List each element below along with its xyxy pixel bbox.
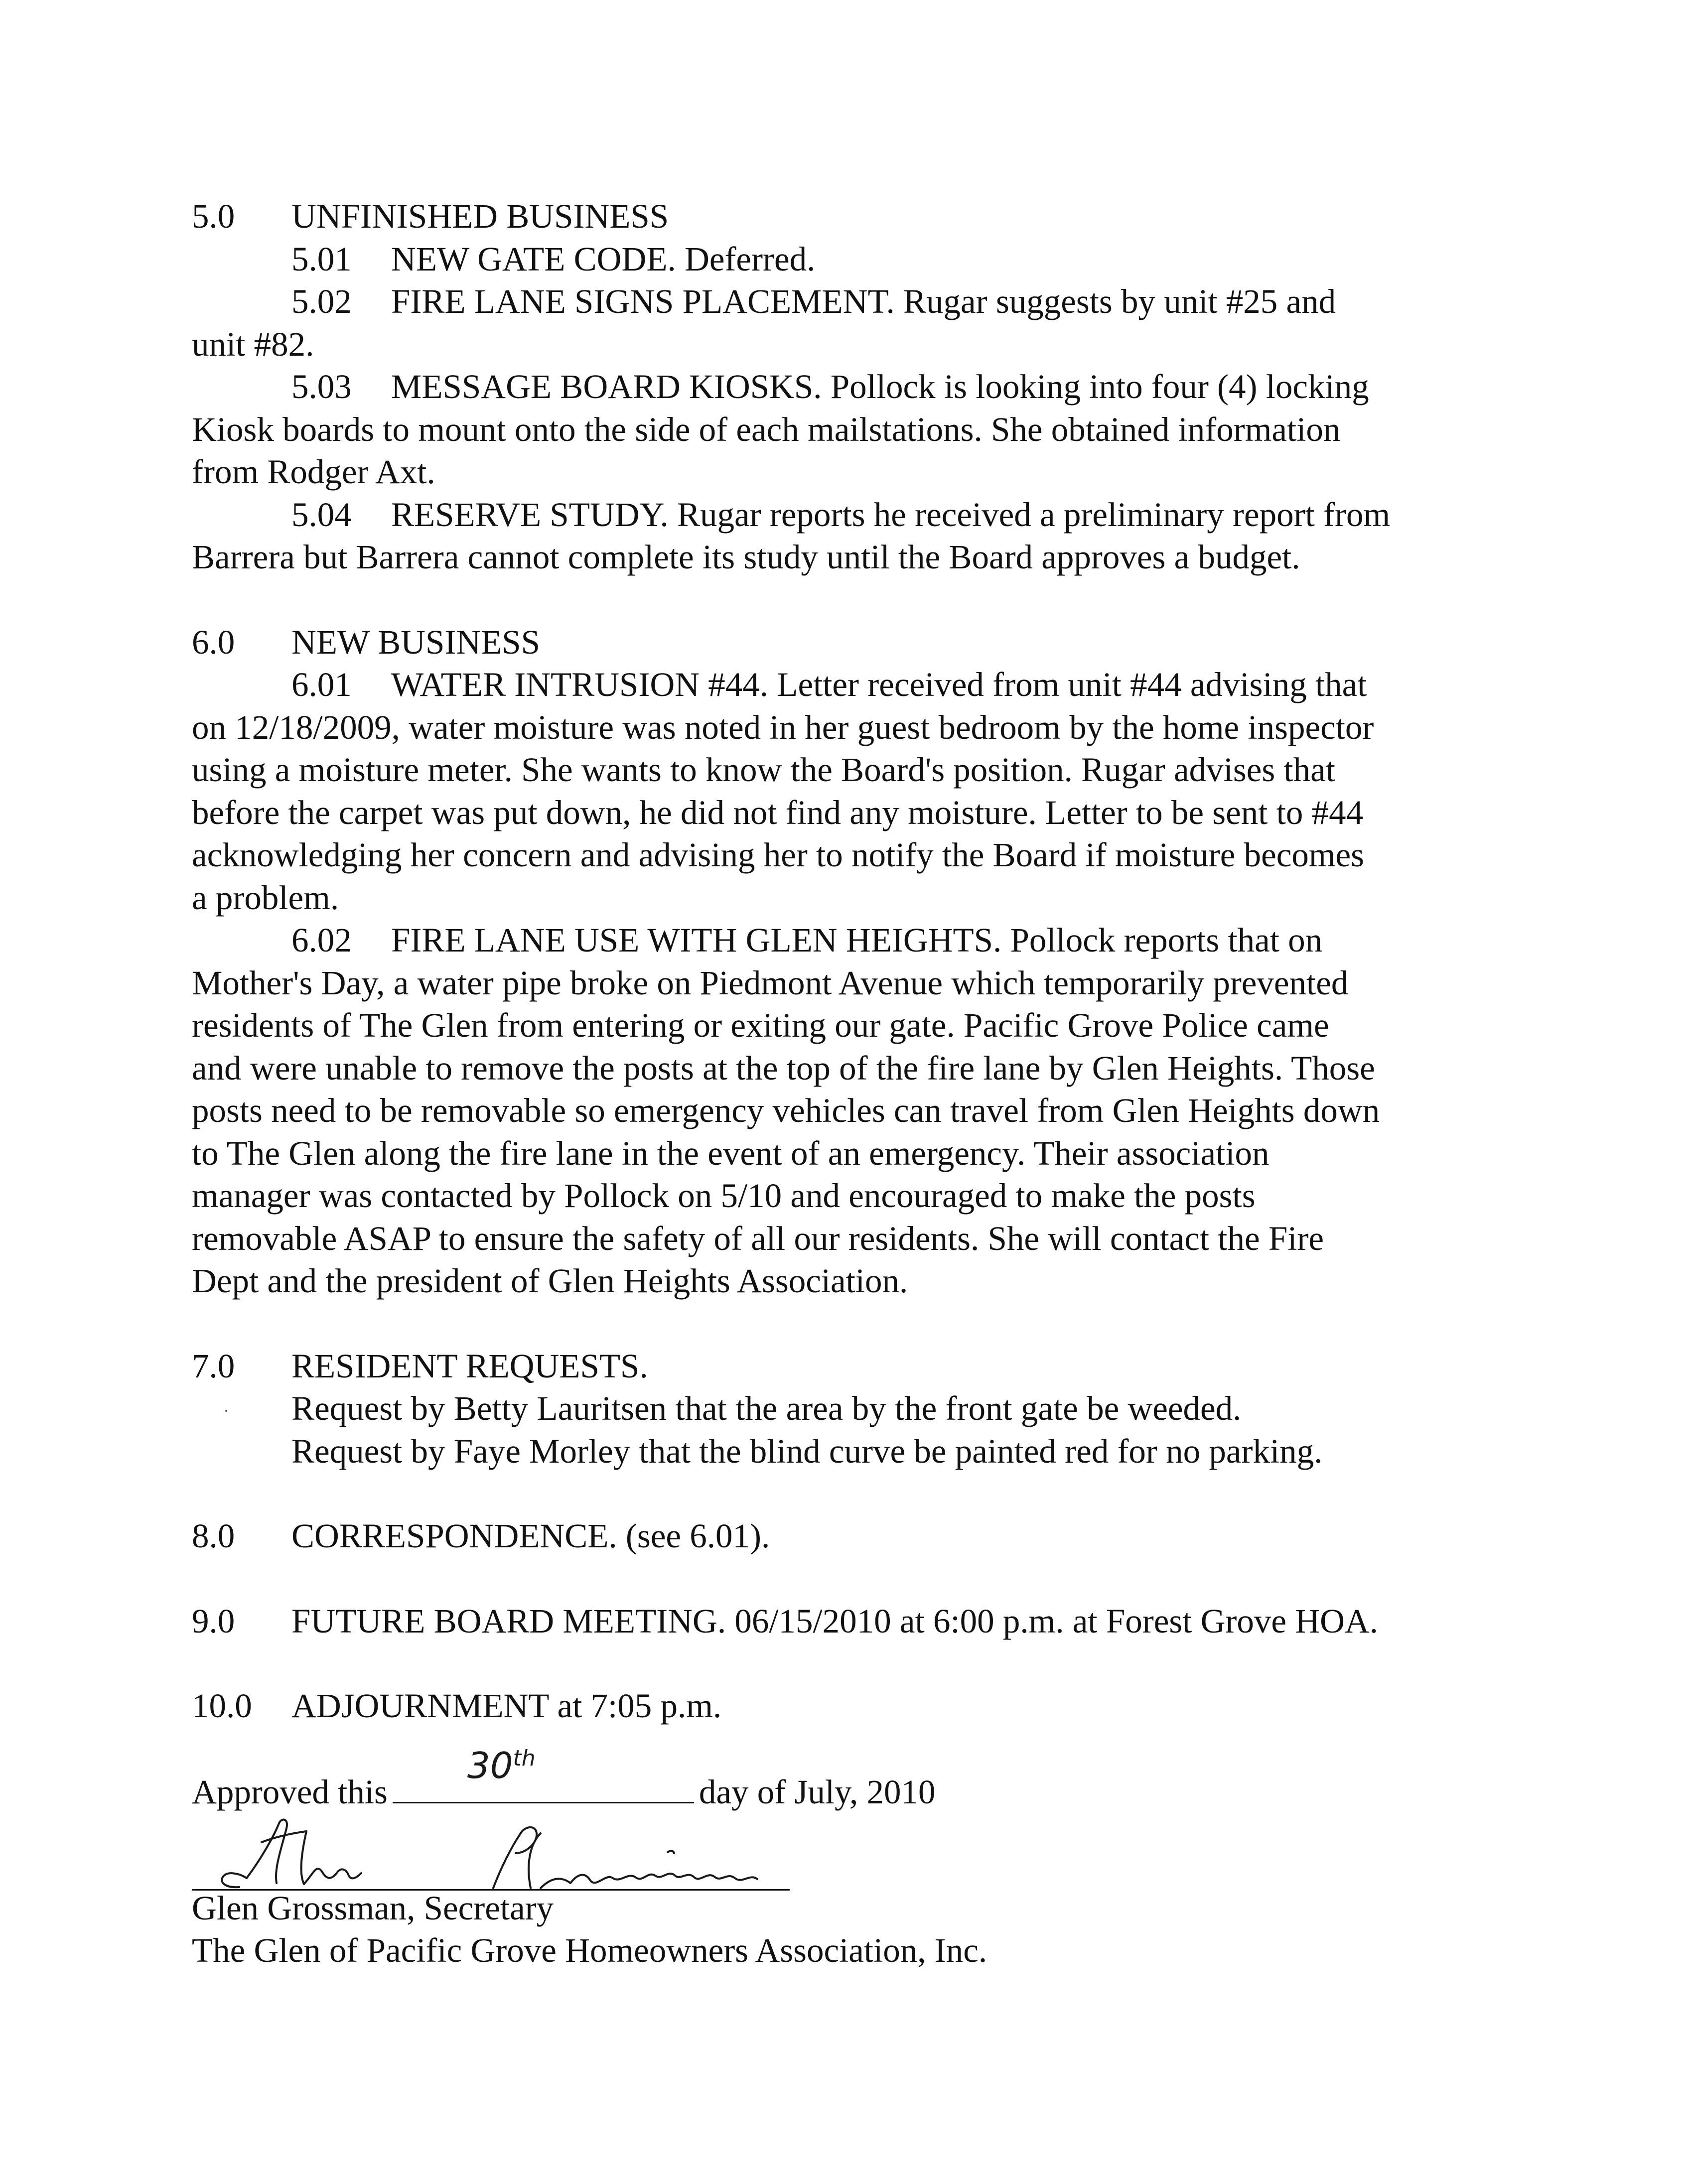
approval-suffix: day of July, 2010 [699,1773,936,1811]
approval-line [192,1745,936,1813]
item-6-01 [192,664,1537,706]
handwritten-day-number: 30 [467,1745,513,1786]
item-5-02 [192,280,1537,323]
item-text-line: FIRE LANE SIGNS PLACEMENT. Rugar suggests by unit #25 and [391,282,1336,320]
item-text: NEW GATE CODE. Deferred. [391,240,816,278]
section-number: 10.0 [192,1687,252,1725]
item-text-line: unit #82. [192,325,314,363]
section-number: 7.0 [192,1347,235,1385]
item-text-line: RESERVE STUDY. Rugar reports he received a preliminary report from [391,495,1391,534]
item-text-line: and were unable to remove the posts at the top of the fire lane by Glen Heights. Those [192,1049,1375,1087]
section-number: 6.0 [192,623,235,661]
item-text-line: Mother's Day, a water pipe broke on Piedmont Avenue which temporarily prevented [192,963,1349,1002]
item-text-line: posts need to be removable so emergency vehicles can travel from Glen Heights down [192,1092,1380,1129]
section-10-adjournment [192,1685,1537,1728]
signer-name-title: Glen Grossman, Secretary [192,1889,554,1927]
section-8-correspondence [192,1515,1537,1558]
item-text-line: using a moisture meter. She wants to know the Board's position. Rugar advises that [192,751,1335,789]
item-5-03 [192,366,1537,409]
approval-date-blank [393,1745,694,1803]
resident-request: Request by Betty Lauritsen that the area by the front gate be weeded. [291,1389,1242,1427]
signer-block [192,1887,987,1972]
item-number: 5.01 [291,240,352,278]
item-text-line: a problem. [192,878,339,917]
approval-prefix: Approved this [192,1773,388,1811]
section-heading [192,1515,1537,1558]
section-heading [192,621,1537,664]
item-text-line: from Rodger Axt. [192,453,435,491]
item-text-line: before the carpet was put down, he did not find any moisture. Letter to be sent to #44 [192,793,1364,831]
item-text-line: manager was contacted by Pollock on 5/10 and encouraged to make the posts [192,1177,1256,1215]
item-5-01 [192,238,1537,281]
item-text-line: MESSAGE BOARD KIOSKS. Pollock is looking into four (4) locking [391,368,1369,406]
item-text-line: acknowledging her concern and advising her to notify the Board if moisture becomes [192,836,1364,874]
section-title: RESIDENT REQUESTS. [291,1347,648,1385]
item-number: 5.03 [291,368,352,406]
section-title: UNFINISHED BUSINESS [291,197,669,235]
handwritten-day-suffix: th [513,1746,536,1771]
section-heading [192,1685,1537,1728]
item-text-line: Kiosk boards to mount onto the side of each mailstations. She obtained information [192,410,1341,448]
section-text: ADJOURNMENT at 7:05 p.m. [291,1687,722,1725]
section-number: 8.0 [192,1517,235,1555]
item-6-02 [192,919,1537,962]
item-5-04 [192,494,1537,537]
section-7-resident-requests [192,1345,1537,1473]
item-number: 5.02 [291,282,352,320]
section-5-unfinished-business [192,195,1537,579]
item-text-line: Barrera but Barrera cannot complete its study until the Board approves a budget. [192,538,1300,576]
section-6-new-business [192,621,1537,1303]
section-number: 5.0 [192,197,235,235]
item-number: 5.04 [291,495,352,534]
section-title: NEW BUSINESS [291,623,541,661]
item-number: 6.01 [291,666,352,703]
item-number: 6.02 [291,921,352,959]
signature-area [192,1813,805,1893]
section-9-future-meeting [192,1600,1537,1643]
minutes-body [192,195,1537,1728]
item-text-line: Dept and the president of Glen Heights Association. [192,1262,908,1300]
item-text-line: residents of The Glen from entering or exiting our gate. Pacific Grove Police came [192,1006,1329,1044]
signer-organization: The Glen of Pacific Grove Homeowners Association, Inc. [192,1931,987,1969]
item-text-line: FIRE LANE USE WITH GLEN HEIGHTS. Pollock reports that on [391,921,1323,959]
section-text: CORRESPONDENCE. (see 6.01). [291,1517,770,1555]
section-heading [192,1345,1537,1388]
handwritten-signature [192,1813,805,1893]
section-number: 9.0 [192,1602,235,1640]
section-heading [192,195,1537,238]
item-text-line: to The Glen along the fire lane in the event of an emergency. Their association [192,1134,1269,1172]
item-text-line: on 12/18/2009, water moisture was noted in her guest bedroom by the home inspector [192,708,1374,746]
item-text-line: WATER INTRUSION #44. Letter received from unit #44 advising that [391,666,1367,703]
handwritten-day [467,1737,536,1787]
section-text: FUTURE BOARD MEETING. 06/15/2010 at 6:00 p.m. at Forest Grove HOA. [291,1602,1379,1640]
item-text-line: removable ASAP to ensure the safety of all our residents. She will contact the Fire [192,1219,1324,1257]
scan-speck [225,1410,227,1412]
section-heading [192,1600,1537,1643]
resident-request: Request by Faye Morley that the blind curve be painted red for no parking. [291,1432,1323,1470]
